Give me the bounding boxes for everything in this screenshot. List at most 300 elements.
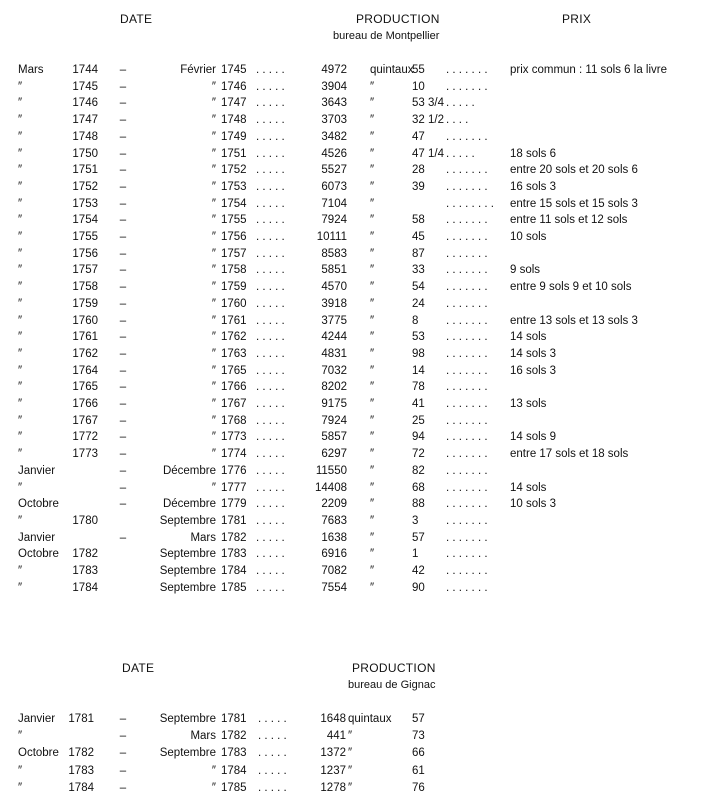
table-row (0, 179, 706, 195)
leader-dots-2: . . . . . . . (446, 331, 488, 344)
price-value: 14 sols 3 (510, 347, 557, 360)
table-row (0, 580, 706, 596)
leader-dots-2: . . . . . . . (446, 314, 488, 327)
table-row (0, 262, 706, 278)
leader-dots: . . . . . (256, 347, 285, 360)
end-month: ″ (211, 448, 216, 461)
start-month: ″ (18, 381, 23, 394)
leader-dots: . . . . . (256, 464, 285, 477)
table-row (0, 480, 706, 496)
start-year: 1782 (72, 548, 98, 561)
table-row (0, 496, 706, 512)
leader-dots: . . . . . (256, 231, 285, 243)
leader-dots: . . . . . (256, 97, 285, 110)
table-row (0, 413, 706, 429)
production-value: 3643 (321, 97, 347, 110)
price-value: 9 sols (510, 264, 541, 277)
leader-dots-2: . . . . . . . (446, 231, 488, 243)
end-year: 1760 (221, 297, 247, 310)
start-month: Octobre (18, 498, 59, 511)
leader-dots: . . . . . (258, 730, 287, 743)
leader-dots-2: . . . . . . . (446, 514, 488, 527)
start-year: 1746 (72, 97, 98, 110)
leader-dots: . . . . . (256, 214, 285, 227)
table-row (0, 112, 706, 128)
leader-dots-2: . . . . . . . (446, 364, 488, 377)
end-year: 1763 (221, 347, 247, 360)
end-month: ″ (211, 80, 216, 93)
table-row (0, 745, 706, 761)
leader-dots: . . . . . (256, 297, 285, 310)
end-year: 1754 (221, 197, 247, 210)
production-value: 4831 (321, 347, 347, 360)
price-value: entre 13 sols et 13 sols 3 (510, 314, 638, 327)
table-row (0, 162, 706, 178)
range-dash: – (119, 314, 127, 327)
start-month: Octobre (18, 548, 59, 561)
table-row (0, 129, 706, 145)
table-row (0, 763, 706, 779)
leader-dots-2: . . . . . . . (446, 448, 488, 461)
leader-dots: . . . . . (256, 481, 285, 494)
quantity-value: 66 (412, 747, 425, 760)
start-month: ″ (18, 730, 23, 743)
leader-dots-2: . . . . . . . (446, 481, 488, 494)
production-value: 14408 (315, 481, 347, 494)
table-row (0, 396, 706, 412)
leader-dots: . . . . . (256, 164, 285, 177)
production-value: 8202 (321, 381, 347, 394)
leader-dots: . . . . . (256, 431, 285, 444)
leader-dots-2: . . . . . . . (446, 464, 488, 477)
leader-dots-2: . . . . . . . (446, 264, 488, 277)
quantity-value: 39 (412, 180, 425, 193)
end-month: ″ (211, 231, 216, 243)
leader-dots: . . . . . (258, 713, 287, 725)
end-year: 1765 (221, 364, 247, 377)
production-value: 7924 (321, 414, 347, 427)
unit-ditto: ″ (370, 97, 375, 110)
start-month: ″ (18, 247, 23, 260)
table-row (0, 329, 706, 345)
end-year: 1785 (221, 781, 247, 794)
quantity-value: 47 1/4 (412, 147, 444, 160)
unit-ditto: ″ (370, 114, 375, 127)
start-year: 1762 (72, 347, 98, 360)
start-month: ″ (18, 364, 23, 377)
end-year: 1779 (221, 498, 247, 511)
start-month: ″ (18, 398, 23, 410)
production-value: 7924 (321, 214, 347, 227)
table-row (0, 296, 706, 312)
table-row (0, 246, 706, 262)
production-value: 1278 (320, 781, 346, 794)
leader-dots: . . . . . (256, 498, 285, 511)
production-value: 2209 (321, 498, 347, 511)
start-month: ″ (18, 331, 23, 344)
price-value: 16 sols 3 (510, 180, 557, 193)
table-row (0, 463, 706, 479)
start-year: 1755 (72, 231, 98, 243)
price-value: 16 sols 3 (510, 364, 557, 377)
leader-dots: . . . . . (256, 281, 285, 294)
price-value: entre 20 sols et 20 sols 6 (510, 164, 638, 177)
leader-dots-2: . . . . . . . (446, 347, 488, 360)
end-month: ″ (211, 764, 216, 777)
start-month: ″ (18, 130, 23, 143)
leader-dots: . . . . . (256, 130, 285, 143)
unit-ditto: ″ (370, 481, 375, 494)
leader-dots-2: . . . . . . . (446, 164, 488, 177)
range-dash: – (119, 747, 127, 760)
table-row (0, 711, 706, 727)
leader-dots: . . . . . (258, 781, 287, 794)
start-year: 1751 (72, 164, 98, 177)
quantity-value: 47 (412, 130, 425, 143)
start-month: ″ (18, 231, 23, 243)
end-month: ″ (211, 331, 216, 344)
unit-ditto: ″ (348, 730, 353, 743)
start-year: 1781 (68, 713, 94, 725)
start-year: 1767 (72, 414, 98, 427)
quantity-value: 68 (412, 481, 425, 494)
leader-dots: . . . . . (256, 531, 285, 544)
leader-dots-2: . . . . . . . (446, 130, 488, 143)
production-value: 3703 (321, 114, 347, 127)
quantity-value: 53 3/4 (412, 97, 444, 110)
leader-dots-2: . . . . . . . (446, 64, 488, 76)
end-month: ″ (211, 381, 216, 394)
unit-ditto: ″ (348, 764, 353, 777)
start-year: 1744 (72, 64, 98, 76)
range-dash: – (119, 414, 127, 427)
end-year: 1756 (221, 231, 247, 243)
end-year: 1773 (221, 431, 247, 444)
range-dash: – (119, 498, 127, 511)
start-month: ″ (18, 264, 23, 277)
range-dash: – (119, 197, 127, 210)
end-month: Septembre (159, 747, 216, 760)
production-value: 7082 (321, 565, 347, 577)
range-dash: – (119, 713, 127, 725)
start-year: 1756 (72, 247, 98, 260)
production-value: 7104 (321, 197, 347, 210)
start-month: ″ (18, 414, 23, 427)
end-year: 1749 (221, 130, 247, 143)
production-value: 6297 (321, 448, 347, 461)
range-dash: – (119, 281, 127, 294)
start-year: 1753 (72, 197, 98, 210)
unit-ditto: ″ (370, 130, 375, 143)
table-row (0, 279, 706, 295)
table-row (0, 429, 706, 445)
end-month: ″ (211, 197, 216, 210)
end-month: ″ (211, 214, 216, 227)
unit-ditto: ″ (370, 548, 375, 561)
end-month: ″ (211, 347, 216, 360)
price-value: 18 sols 6 (510, 147, 557, 160)
end-month: Décembre (162, 464, 216, 477)
start-month: Janvier (18, 464, 56, 477)
quantity-value: 33 (412, 264, 425, 277)
leader-dots: . . . . . (258, 747, 287, 760)
start-month: ″ (18, 565, 23, 577)
unit-ditto: ″ (370, 214, 375, 227)
end-month: ″ (211, 147, 216, 160)
end-month: Septembre (159, 581, 216, 594)
start-year: 1765 (72, 381, 98, 394)
production-value: 9175 (321, 398, 347, 410)
start-month: Janvier (18, 713, 56, 725)
start-year: 1759 (72, 297, 98, 310)
quantity-value: 73 (412, 730, 425, 743)
quantity-value: 78 (412, 381, 425, 394)
range-dash: – (119, 764, 127, 777)
range-dash: – (119, 264, 127, 277)
start-year: 1754 (72, 214, 98, 227)
table-row (0, 95, 706, 111)
quantity-value: 98 (412, 347, 425, 360)
bureau-montpellier-subtitle: bureau de Montpellier (333, 30, 440, 42)
end-month: ″ (211, 364, 216, 377)
price-value: 10 sols 3 (510, 498, 557, 511)
leader-dots-2: . . . . . . . (446, 581, 488, 594)
leader-dots: . . . . . (256, 581, 285, 594)
unit-ditto: ″ (370, 147, 375, 160)
leader-dots: . . . . . (256, 381, 285, 394)
end-month: Mars (190, 531, 216, 544)
start-year: 1748 (72, 130, 98, 143)
start-month: ″ (18, 314, 23, 327)
table-row (0, 446, 706, 462)
leader-dots: . . . . . (256, 448, 285, 461)
table-row (0, 363, 706, 379)
unit-ditto: ″ (370, 231, 375, 243)
price-value: prix commun : 11 sols 6 la livre (510, 64, 668, 76)
table-row (0, 728, 706, 744)
unit-ditto: quintaux (348, 713, 392, 725)
range-dash: – (119, 481, 127, 494)
range-dash: – (119, 730, 127, 743)
end-month: ″ (211, 481, 216, 494)
quantity-value: 32 1/2 (412, 114, 444, 127)
start-year: 1760 (72, 314, 98, 327)
range-dash: – (119, 147, 127, 160)
range-dash: – (119, 331, 127, 344)
quantity-value: 54 (412, 281, 425, 294)
end-year: 1751 (221, 147, 247, 160)
end-year: 1784 (221, 764, 247, 777)
leader-dots: . . . . . (256, 247, 285, 260)
start-year: 1773 (72, 448, 98, 461)
leader-dots-2: . . . . . . . (446, 214, 488, 227)
start-month: ″ (18, 781, 23, 794)
table-row (0, 212, 706, 228)
leader-dots-2: . . . . . . . (446, 531, 488, 544)
end-year: 1784 (221, 565, 247, 577)
start-month: ″ (18, 481, 23, 494)
start-month: ″ (18, 147, 23, 160)
end-month: Février (180, 64, 216, 76)
end-year: 1766 (221, 381, 247, 394)
end-year: 1774 (221, 448, 247, 461)
start-year: 1745 (72, 80, 98, 93)
start-year: 1757 (72, 264, 98, 277)
range-dash: – (119, 448, 127, 461)
date-header-2: DATE (122, 661, 155, 675)
unit-ditto: ″ (370, 531, 375, 544)
quantity-value: 10 (412, 80, 425, 93)
end-year: 1761 (221, 314, 247, 327)
unit-ditto: ″ (348, 781, 353, 794)
leader-dots-2: . . . . . . . (446, 398, 488, 410)
quantity-value: 87 (412, 247, 425, 260)
price-value: 14 sols 9 (510, 431, 557, 444)
end-year: 1776 (221, 464, 247, 477)
leader-dots-2: . . . . . . . (446, 431, 488, 444)
end-year: 1785 (221, 581, 247, 594)
unit-ditto: ″ (370, 331, 375, 344)
end-year: 1748 (221, 114, 247, 127)
leader-dots: . . . . . (256, 114, 285, 127)
end-month: ″ (211, 414, 216, 427)
leader-dots: . . . . . (256, 180, 285, 193)
range-dash: – (119, 80, 127, 93)
leader-dots-2: . . . . . . . (446, 180, 488, 193)
range-dash: – (119, 231, 127, 243)
end-year: 1753 (221, 180, 247, 193)
production-value: 4570 (321, 281, 347, 294)
quantity-value: 58 (412, 214, 425, 227)
end-month: ″ (211, 264, 216, 277)
end-year: 1783 (221, 548, 247, 561)
quantity-value: 1 (412, 548, 419, 561)
table-row (0, 146, 706, 162)
production-value: 5851 (321, 264, 347, 277)
range-dash: – (119, 180, 127, 193)
start-month: ″ (18, 448, 23, 461)
table-row (0, 346, 706, 362)
table-row (0, 379, 706, 395)
table-row (0, 196, 706, 212)
production-value: 7032 (321, 364, 347, 377)
end-year: 1757 (221, 247, 247, 260)
end-month: ″ (211, 130, 216, 143)
range-dash: – (119, 381, 127, 394)
quantity-value: 25 (412, 414, 425, 427)
quantity-value: 53 (412, 331, 425, 344)
production-value: 7554 (321, 581, 347, 594)
start-month: Janvier (18, 531, 56, 544)
start-month: ″ (18, 431, 23, 444)
end-month: ″ (211, 314, 216, 327)
start-month: ″ (18, 581, 23, 594)
start-month: ″ (18, 97, 23, 110)
end-month: ″ (211, 781, 216, 794)
quantity-value: 72 (412, 448, 425, 461)
production-value: 6916 (321, 548, 347, 561)
leader-dots: . . . . . (256, 314, 285, 327)
production-value: 7683 (321, 514, 347, 527)
start-year: 1784 (72, 581, 98, 594)
production-value: 1638 (321, 531, 347, 544)
end-month: Septembre (159, 548, 216, 561)
start-month: ″ (18, 197, 23, 210)
end-year: 1762 (221, 331, 247, 344)
start-month: ″ (18, 514, 23, 527)
start-year: 1783 (68, 764, 94, 777)
quantity-value: 55 (412, 64, 425, 76)
unit-ditto: ″ (370, 364, 375, 377)
unit-ditto: ″ (370, 398, 375, 410)
leader-dots: . . . . . (258, 764, 287, 777)
leader-dots: . . . . . (256, 80, 285, 93)
unit-ditto: ″ (370, 448, 375, 461)
end-year: 1755 (221, 214, 247, 227)
range-dash: – (119, 431, 127, 444)
end-year: 1781 (221, 713, 247, 725)
range-dash: – (119, 297, 127, 310)
end-month: ″ (211, 247, 216, 260)
table-row (0, 780, 706, 796)
production-header-2: PRODUCTION (352, 661, 436, 675)
quantity-value: 94 (412, 431, 425, 444)
leader-dots-2: . . . . (446, 114, 469, 127)
production-value: 3482 (321, 130, 347, 143)
end-year: 1782 (221, 531, 247, 544)
start-month: ″ (18, 114, 23, 127)
start-year: 1772 (72, 431, 98, 444)
leader-dots-2: . . . . . . . (446, 297, 488, 310)
start-year: 1758 (72, 281, 98, 294)
leader-dots-2: . . . . . (446, 97, 475, 110)
production-value: 1372 (320, 747, 346, 760)
unit-ditto: ″ (370, 381, 375, 394)
table-row (0, 229, 706, 245)
range-dash: – (119, 164, 127, 177)
start-month: ″ (18, 164, 23, 177)
leader-dots: . . . . . (256, 264, 285, 277)
end-month: ″ (211, 281, 216, 294)
end-year: 1745 (221, 64, 247, 76)
price-value: entre 9 sols 9 et 10 sols (510, 281, 632, 294)
table-row (0, 530, 706, 546)
leader-dots-2: . . . . . . . (446, 498, 488, 511)
price-value: entre 11 sols et 12 sols (510, 214, 628, 227)
unit-ditto: ″ (370, 264, 375, 277)
quantity-value: 14 (412, 364, 425, 377)
range-dash: – (119, 247, 127, 260)
production-value: 6073 (321, 180, 347, 193)
start-year: 1752 (72, 180, 98, 193)
end-month: ″ (211, 297, 216, 310)
date-header: DATE (120, 12, 153, 26)
production-value: 5527 (321, 164, 347, 177)
start-month: Mars (18, 64, 44, 76)
start-year: 1747 (72, 114, 98, 127)
start-month: ″ (18, 281, 23, 294)
table-row (0, 563, 706, 579)
leader-dots: . . . . . (256, 331, 285, 344)
production-value: 3904 (321, 80, 347, 93)
leader-dots-2: . . . . . . . (446, 281, 488, 294)
unit-ditto: ″ (370, 197, 375, 210)
production-value: 4526 (321, 147, 347, 160)
production-value: 3918 (321, 297, 347, 310)
end-year: 1752 (221, 164, 247, 177)
unit-ditto: ″ (370, 180, 375, 193)
quantity-value: 82 (412, 464, 425, 477)
